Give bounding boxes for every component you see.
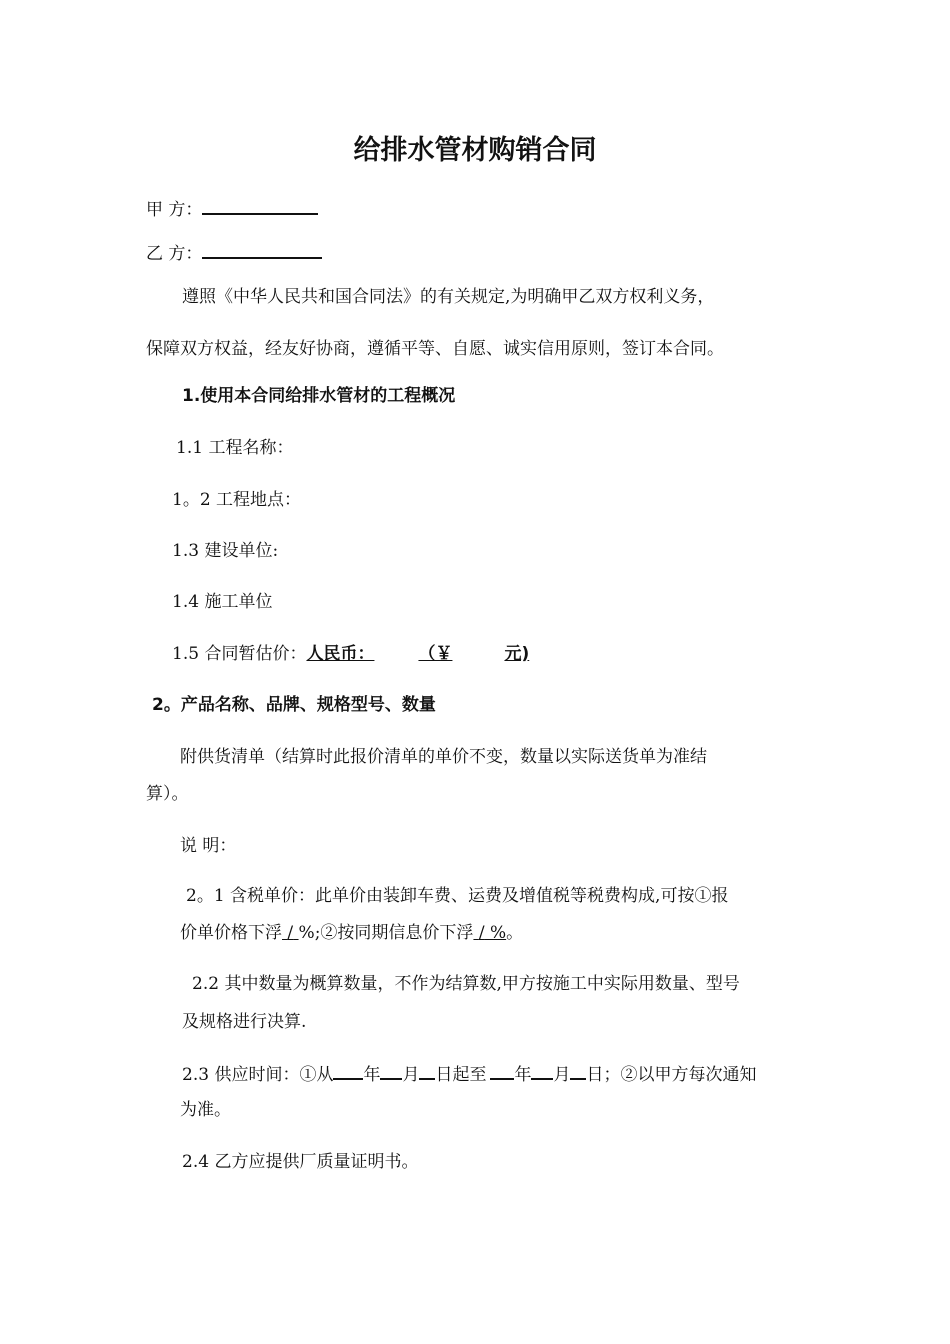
- discount-blank-1[interactable]: /: [287, 923, 294, 943]
- item-1-5: [172, 642, 529, 666]
- item-2-3-line-1: 2.3 供应时间：①从 年 月 日起至 年 月 日；②以甲方每次通知: [182, 1061, 756, 1087]
- document-title: 给排水管材购销合同: [353, 135, 597, 166]
- end-day-blank[interactable]: [570, 1061, 586, 1080]
- item-2-1-line-2: 价单价格下浮 / %;②按同期信息价下浮 / %。: [180, 923, 524, 943]
- party-b-blank[interactable]: [202, 240, 322, 259]
- price-rmb: 人民币： （￥ 元): [306, 644, 530, 664]
- item-1-2: 1。2 工程地点：: [172, 490, 302, 510]
- item-2-4: 2.4 乙方应提供厂质量证明书。: [182, 1152, 419, 1172]
- party-a-blank[interactable]: [202, 196, 318, 215]
- end-month-blank[interactable]: [531, 1061, 553, 1080]
- section-2-para-line-1: 附供货清单（结算时此报价清单的单价不变，数量以实际送货单为准结: [180, 747, 707, 767]
- party-a-label: 甲 方：: [146, 200, 203, 220]
- section-2-heading: 2。产品名称、品牌、规格型号、数量: [152, 695, 436, 715]
- end-year-blank[interactable]: [490, 1061, 514, 1080]
- item-1-1: 1.1 工程名称：: [176, 438, 294, 458]
- start-day-blank[interactable]: [419, 1061, 435, 1080]
- item-1-3: 1.3 建设单位:: [172, 541, 279, 561]
- note-label: 说 明：: [180, 836, 237, 856]
- item-2-3-line-2: 为准。: [180, 1100, 231, 1120]
- intro-line-2: 保障双方权益，经友好协商，遵循平等、自愿、诚实信用原则，签订本合同。: [146, 339, 724, 359]
- party-a-line: [146, 196, 318, 222]
- intro-line-1: 遵照《中华人民共和国合同法》的有关规定,为明确甲乙双方权利义务，: [182, 287, 715, 307]
- contract-price-label: 1.5 合同暂估价：: [172, 644, 307, 664]
- item-2-1-line-1: 2。1 含税单价：此单价由装卸车费、运费及增值税等税费构成,可按①报: [186, 886, 729, 906]
- item-2-2-line-1: 2.2 其中数量为概算数量，不作为结算数,甲方按施工中实际用数量、型号: [192, 974, 740, 994]
- discount-blank-2[interactable]: / %: [478, 923, 507, 943]
- section-2-para-line-2: 算）。: [146, 784, 189, 804]
- item-1-4: 1.4 施工单位: [172, 592, 273, 612]
- start-year-blank[interactable]: [333, 1061, 363, 1080]
- start-month-blank[interactable]: [380, 1061, 402, 1080]
- party-b-label: 乙 方：: [146, 244, 203, 264]
- item-2-2-line-2: 及规格进行决算.: [182, 1012, 307, 1032]
- party-b-line: [146, 240, 322, 266]
- section-1-heading: 1.使用本合同给排水管材的工程概况: [182, 386, 456, 406]
